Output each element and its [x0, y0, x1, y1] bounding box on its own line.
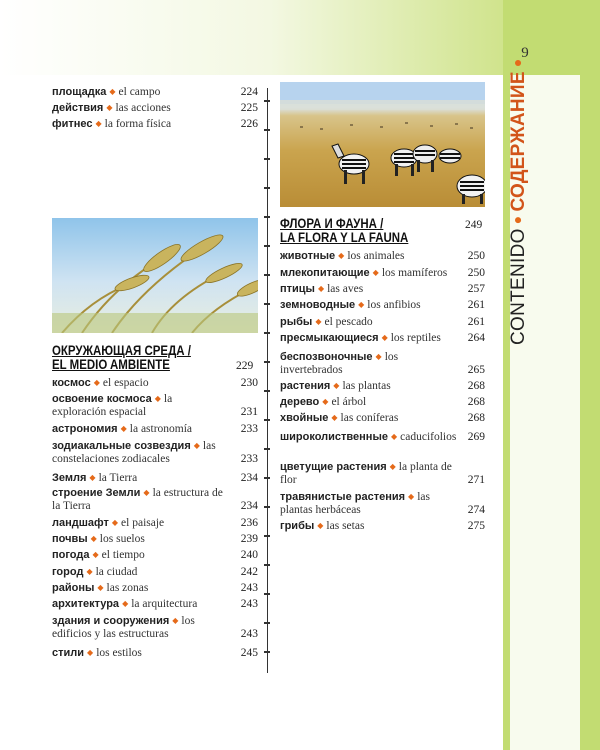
toc-entry: [52, 565, 258, 579]
toc-entry-text: [52, 422, 258, 436]
toc-entry: [52, 548, 258, 562]
bullet-icon: ●: [509, 215, 525, 225]
toc-entry-text: [280, 490, 485, 517]
toc-entry-page: 226: [240, 118, 258, 130]
toc-entry-ru: архитектура: [52, 598, 120, 610]
toc-entry-es: la planta de flor: [280, 461, 452, 486]
toc-entry: [52, 101, 258, 115]
toc-entry-es: las constelaciones zodiacales: [52, 440, 216, 465]
toc-entry: [52, 471, 258, 485]
diamond-icon: ◆: [122, 599, 129, 608]
toc-entry: [280, 379, 485, 393]
side-title: [508, 45, 530, 345]
toc-entry-text: [280, 395, 485, 409]
toc-entry-text: [52, 532, 258, 546]
toc-entry-page: 243: [240, 582, 258, 594]
toc-entry-text: [52, 376, 258, 390]
toc-entry-page: 234: [240, 500, 258, 512]
toc-entry-es: las zonas: [106, 582, 149, 594]
section-title-line: ОКРУЖАЮЩАЯ СРЕДА /: [52, 343, 191, 358]
diamond-icon: ◆: [315, 317, 322, 326]
diamond-icon: ◆: [120, 424, 127, 433]
toc-entry-es: el pescado: [324, 316, 373, 328]
toc-entry-es: las coníferas: [340, 412, 399, 424]
toc-entry-ru: рыбы: [280, 316, 313, 328]
side-title-ru: СОДЕРЖАНИЕ: [508, 71, 529, 212]
side-title-es: CONTENIDO: [508, 228, 529, 345]
toc-entry-es: los invertebrados: [280, 351, 399, 376]
toc-entry-es: los edificios y las estructuras: [52, 615, 195, 640]
diamond-icon: ◆: [154, 394, 161, 403]
toc-entry: [280, 249, 485, 263]
toc-entry-ru: беспозвоночные: [280, 351, 373, 363]
diamond-icon: ◆: [109, 87, 116, 96]
toc-entry-page: 265: [467, 364, 485, 376]
toc-entry-page: 268: [467, 380, 485, 392]
diamond-icon: ◆: [95, 119, 102, 128]
toc-entry-ru: космос: [52, 377, 91, 389]
toc-entry: [52, 597, 258, 611]
diamond-icon: ◆: [97, 583, 104, 592]
wheat-photo: [52, 218, 258, 333]
toc-entry-ru: почвы: [52, 533, 88, 545]
divider-tick: [264, 622, 270, 624]
toc-entry: [280, 411, 485, 425]
toc-entry: [280, 298, 485, 312]
toc-entry-text: [52, 471, 258, 485]
toc-entry: [280, 430, 485, 444]
toc-entry: [52, 392, 258, 419]
toc-entry: [280, 460, 485, 487]
toc-entry-page: 275: [467, 520, 485, 532]
toc-entry-ru: погода: [52, 549, 90, 561]
divider-tick: [264, 448, 270, 450]
toc-entry: [280, 315, 485, 329]
toc-entry-page: 242: [240, 566, 258, 578]
toc-entry-es: las plantas herbáceas: [280, 491, 430, 516]
toc-entry-text: [280, 249, 485, 263]
section-page-number: 229: [236, 360, 254, 372]
divider-tick: [264, 216, 270, 218]
toc-entry-text: [280, 282, 485, 296]
divider-tick: [264, 100, 270, 102]
toc-entry-es: caducifolios: [400, 431, 457, 443]
divider-tick: [264, 187, 270, 189]
toc-entry-page: 243: [240, 598, 258, 610]
divider-tick: [264, 158, 270, 160]
section-title-line: LA FLORA Y LA FAUNA: [280, 230, 409, 245]
toc-entry-ru: грибы: [280, 520, 315, 532]
diamond-icon: ◆: [338, 251, 345, 260]
toc-entry-text: [280, 379, 485, 393]
diamond-icon: ◆: [143, 488, 150, 497]
toc-entry-es: los mamíferos: [381, 267, 448, 279]
toc-entry-ru: цветущие растения: [280, 461, 387, 473]
toc-entry-text: [280, 411, 485, 425]
toc-entry-es: el campo: [118, 86, 161, 98]
diamond-icon: ◆: [331, 413, 338, 422]
toc-entry-ru: Земля: [52, 472, 87, 484]
toc-entry-page: 250: [467, 250, 485, 262]
divider-tick: [264, 332, 270, 334]
toc-entry-text: [52, 392, 258, 419]
toc-entry-ru: действия: [52, 102, 104, 114]
diamond-icon: ◆: [358, 300, 365, 309]
toc-entry-es: la Tierra: [98, 472, 138, 484]
toc-entry-page: 239: [240, 533, 258, 545]
toc-entry: [280, 350, 485, 377]
section-title-line: ФЛОРА И ФАУНА /: [280, 216, 384, 231]
diamond-icon: ◆: [317, 521, 324, 530]
diamond-icon: ◆: [193, 441, 200, 450]
diamond-icon: ◆: [92, 550, 99, 559]
toc-entry-ru: дерево: [280, 396, 320, 408]
diamond-icon: ◆: [90, 534, 97, 543]
diamond-icon: ◆: [381, 333, 388, 342]
toc-entry: [52, 614, 258, 641]
section-title-environment: [52, 344, 191, 372]
divider-tick: [264, 419, 270, 421]
toc-entry-es: los reptiles: [390, 332, 441, 344]
toc-entry-ru: травянистые растения: [280, 491, 406, 503]
divider-tick: [264, 477, 270, 479]
divider-tick: [264, 593, 270, 595]
toc-entry-es: los animales: [347, 250, 405, 262]
toc-entry-ru: хвойные: [280, 412, 329, 424]
toc-entry-text: [52, 614, 258, 641]
diamond-icon: ◆: [86, 567, 93, 576]
toc-entry-page: 250: [467, 267, 485, 279]
toc-entry: [52, 117, 258, 131]
toc-entry-es: la forma física: [104, 118, 172, 130]
diamond-icon: ◆: [172, 616, 179, 625]
toc-entry-page: 230: [240, 377, 258, 389]
toc-entry-ru: млекопитающие: [280, 267, 370, 279]
divider-tick: [264, 506, 270, 508]
toc-entry-ru: животные: [280, 250, 336, 262]
toc-entry: [52, 581, 258, 595]
toc-entry-ru: пресмыкающиеся: [280, 332, 379, 344]
toc-entry: [52, 532, 258, 546]
toc-entry-page: 234: [240, 472, 258, 484]
divider-tick: [264, 390, 270, 392]
toc-entry-text: [52, 646, 258, 660]
divider-tick: [264, 564, 270, 566]
toc-entry-text: [280, 315, 485, 329]
toc-entry-page: 231: [240, 406, 258, 418]
diamond-icon: ◆: [408, 492, 415, 501]
toc-entry: [280, 266, 485, 280]
toc-entry-es: el paisaje: [121, 517, 165, 529]
divider-tick: [264, 303, 270, 305]
toc-entry-es: las setas: [326, 520, 365, 532]
toc-entry-ru: широколиственные: [280, 431, 388, 443]
toc-entry-page: 269: [467, 431, 485, 443]
toc-entry-es: el tiempo: [101, 549, 145, 561]
toc-entry-page: 261: [467, 299, 485, 311]
toc-entry-text: [52, 117, 258, 131]
toc-entry-text: [280, 350, 485, 377]
toc-entry-es: la arquitectura: [131, 598, 198, 610]
zebra-photo: [280, 82, 485, 207]
toc-entry-page: 268: [467, 412, 485, 424]
toc-entry-text: [280, 519, 485, 533]
diamond-icon: ◆: [390, 432, 398, 441]
diamond-icon: ◆: [111, 518, 119, 527]
toc-entry-es: la estructura de la Tierra: [52, 487, 223, 512]
toc-entry: [52, 422, 258, 436]
toc-entry: [52, 439, 258, 466]
toc-entry-es: la exploración espacial: [52, 393, 173, 418]
toc-entry-page: 268: [467, 396, 485, 408]
toc-entry-page: 261: [467, 316, 485, 328]
toc-entry-page: 257: [467, 283, 485, 295]
toc-entry-text: [280, 430, 485, 444]
toc-entry-es: el árbol: [331, 396, 367, 408]
toc-entry-text: [52, 565, 258, 579]
toc-entry-ru: растения: [280, 380, 331, 392]
toc-entry-es: los estilos: [96, 647, 142, 659]
toc-entry: [52, 486, 258, 513]
section-page-number: 249: [465, 219, 483, 231]
divider-tick: [264, 129, 270, 131]
toc-entry: [52, 516, 258, 530]
toc-entry-page: 274: [467, 504, 485, 516]
section-title-flora: [280, 217, 408, 245]
toc-entry: [280, 519, 485, 533]
divider-tick: [264, 535, 270, 537]
toc-entry-es: las aves: [327, 283, 364, 295]
bullet-icon: ●: [509, 58, 525, 68]
toc-entry-es: los anfibios: [367, 299, 421, 311]
toc-entry-page: 224: [240, 86, 258, 98]
toc-entry-page: 233: [240, 453, 258, 465]
toc-entry-ru: ландшафт: [52, 517, 109, 529]
diamond-icon: ◆: [375, 352, 382, 361]
toc-entry-text: [280, 266, 485, 280]
toc-entry-page: 264: [467, 332, 485, 344]
section-title-line: EL MEDIO AMBIENTE: [52, 357, 170, 372]
toc-entry-text: [280, 331, 485, 345]
diamond-icon: ◆: [87, 648, 94, 657]
toc-entry-page: 271: [467, 474, 485, 486]
toc-entry-page: 233: [240, 423, 258, 435]
toc-entry-text: [280, 460, 485, 487]
toc-entry-es: los suelos: [99, 533, 145, 545]
toc-entry-page: 236: [240, 517, 258, 529]
toc-entry-ru: строение Земли: [52, 487, 141, 499]
divider-tick: [264, 245, 270, 247]
toc-entry-page: 243: [240, 628, 258, 640]
toc-entry-text: [52, 85, 258, 99]
toc-entry: [52, 646, 258, 660]
toc-entry-page: 240: [240, 549, 258, 561]
page-number: 9: [521, 45, 529, 61]
diamond-icon: ◆: [372, 268, 379, 277]
diamond-icon: ◆: [389, 462, 396, 471]
diamond-icon: ◆: [89, 473, 96, 482]
toc-entry-text: [52, 548, 258, 562]
toc-entry-es: el espacio: [102, 377, 149, 389]
toc-entry-ru: зодиакальные созвездия: [52, 440, 191, 452]
toc-entry-text: [52, 581, 258, 595]
toc-entry-ru: земноводные: [280, 299, 356, 311]
toc-entry-text: [52, 486, 258, 513]
toc-entry-text: [280, 298, 485, 312]
toc-entry-ru: районы: [52, 582, 95, 594]
toc-entry: [52, 85, 258, 99]
toc-entry-ru: фитнес: [52, 118, 93, 130]
toc-entry-es: la astronomía: [129, 423, 193, 435]
diamond-icon: ◆: [322, 397, 329, 406]
toc-entry-page: 225: [240, 102, 258, 114]
column-divider: [267, 88, 268, 673]
toc-entry-ru: стили: [52, 647, 85, 659]
toc-entry-es: las plantas: [342, 380, 391, 392]
divider-tick: [264, 361, 270, 363]
diamond-icon: ◆: [317, 284, 325, 293]
toc-entry-ru: площадка: [52, 86, 107, 98]
diamond-icon: ◆: [333, 381, 340, 390]
toc-entry-ru: астрономия: [52, 423, 118, 435]
toc-entry: [52, 376, 258, 390]
toc-entry-ru: птицы: [280, 283, 315, 295]
toc-entry-page: 245: [240, 647, 258, 659]
toc-entry: [280, 490, 485, 517]
toc-entry-ru: здания и сооружения: [52, 615, 170, 627]
toc-entry: [280, 282, 485, 296]
diamond-icon: ◆: [106, 103, 113, 112]
toc-entry-ru: освоение космоса: [52, 393, 152, 405]
divider-tick: [264, 274, 270, 276]
toc-entry-ru: город: [52, 566, 84, 578]
toc-entry-text: [52, 516, 258, 530]
toc-entry-es: la ciudad: [95, 566, 138, 578]
toc-entry-es: las acciones: [115, 102, 171, 114]
divider-tick: [264, 651, 270, 653]
toc-entry-text: [52, 597, 258, 611]
toc-entry: [280, 331, 485, 345]
toc-entry-text: [52, 101, 258, 115]
toc-entry: [280, 395, 485, 409]
toc-entry-text: [52, 439, 258, 466]
diamond-icon: ◆: [93, 378, 100, 387]
